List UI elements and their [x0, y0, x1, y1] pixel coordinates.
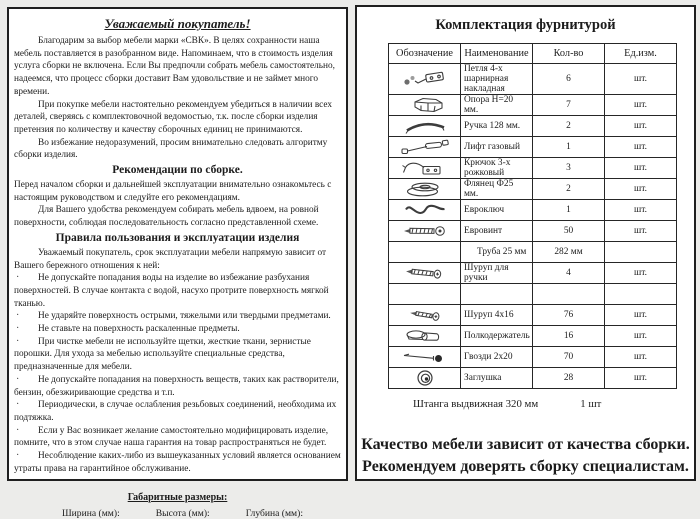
- rule-item: [14, 323, 341, 336]
- rule-text: Если у Вас возникает желание самостоятельно модифицировать изделие, помните, что в этом случае наша гарантия на товар распространяться не будет.: [14, 425, 329, 449]
- qty-cell: 76: [533, 305, 605, 326]
- unit-cell: шт.: [605, 347, 677, 368]
- rod-note-qty: 1 шт: [580, 398, 602, 410]
- qty-cell: [533, 284, 605, 305]
- assembly-heading: Рекомендации по сборке.: [112, 164, 243, 177]
- bullet-marker: ·: [16, 373, 20, 385]
- rules-intro: Уважаемый покупатель, срок эксплуатации мебели напрямую зависит от Вашего бережного отношения к ней:: [14, 247, 327, 271]
- name-cell: [461, 284, 533, 305]
- name-cell: Флянец Ф25 мм.: [461, 179, 533, 200]
- qty-cell: 1: [533, 137, 605, 158]
- table-row: [389, 64, 677, 95]
- qty-cell: 70: [533, 347, 605, 368]
- plug-icon: [395, 373, 455, 383]
- rule-text: Не допускайте попадания воды на изделие во избежание разбухания поверхностей. В случае контакта с водой, насухо протрите поверхность мягкой тканью.: [14, 273, 329, 309]
- dimensions-title: Габаритные размеры:: [127, 491, 228, 503]
- unit-cell: шт.: [605, 305, 677, 326]
- page-left: [7, 7, 348, 519]
- unit-cell: шт.: [605, 200, 677, 221]
- table-row: [389, 221, 677, 242]
- nail-icon: [395, 352, 455, 362]
- dimension-label: Высота (мм):: [155, 507, 210, 519]
- rule-item: [14, 272, 341, 310]
- column-header: Обозначение: [389, 44, 461, 64]
- table-row: [389, 284, 677, 305]
- rod-note: [413, 398, 694, 410]
- paragraph: Для Вашего удобства рекомендуем собирать мебель вдвоем, на ровной поверхности, соблюдая последовательность согласно представленной схеме.: [14, 205, 319, 229]
- rule-item: [14, 310, 341, 323]
- table-row: [389, 326, 677, 347]
- header-row: [389, 44, 677, 64]
- icon-cell: [389, 347, 461, 368]
- qty-cell: 28: [533, 368, 605, 389]
- table-row: [389, 116, 677, 137]
- unit-cell: шт.: [605, 116, 677, 137]
- hook-icon: [395, 163, 455, 173]
- unit-cell: шт.: [605, 263, 677, 284]
- icon-cell: [389, 116, 461, 137]
- qty-cell: 7: [533, 95, 605, 116]
- qty-cell: 16: [533, 326, 605, 347]
- rule-item: [14, 425, 341, 450]
- name-cell: Шуруп для ручки: [461, 263, 533, 284]
- unit-cell: шт.: [605, 158, 677, 179]
- table-header: [389, 44, 677, 64]
- name-cell: Полкодержатель: [461, 326, 533, 347]
- table-row: [389, 137, 677, 158]
- icon-cell: [389, 95, 461, 116]
- qty-cell: 6: [533, 64, 605, 95]
- icon-cell: [389, 368, 461, 389]
- rule-item: [14, 374, 341, 399]
- bullet-marker: ·: [16, 450, 20, 462]
- name-cell: Гвозди 2х20: [461, 347, 533, 368]
- rule-text: Несоблюдение каких-либо из вышеуказанных условий является основанием утраты права на гарантийное обслуживание.: [14, 451, 341, 474]
- rules-heading: Правила пользования и эксплуатации изделия: [55, 231, 300, 244]
- gas-lift-icon: [395, 142, 455, 152]
- icon-cell: [389, 137, 461, 158]
- bullet-marker: ·: [16, 272, 20, 284]
- screw-icon: [395, 310, 455, 320]
- paragraph: Благодарим за выбор мебели марки «СВК». В целях сохранности наша мебель поставляется в разобранном виде. Напоминаем, что в стоимость изделия услуга сборки не включена. Если Вы предпочли собрать мебель самостоятельно, надеемся, что процесс сборки доставит Вам удовольствие и не займет много времени.: [14, 36, 335, 97]
- paragraph: Во избежание недоразумений, просим внимательно следовать алгоритму сборки изделия.: [14, 137, 328, 161]
- assembly-paragraphs: [14, 179, 341, 230]
- page-right-title: Комплектация фурнитурой: [435, 17, 616, 33]
- name-cell: Заглушка: [461, 368, 533, 389]
- leg-icon: [395, 100, 455, 110]
- rule-item: [14, 336, 341, 374]
- unit-cell: шт.: [605, 95, 677, 116]
- table-row: [389, 305, 677, 326]
- name-cell: Евровинт: [461, 221, 533, 242]
- name-cell: Лифт газовый: [461, 137, 533, 158]
- dimension-label: Глубина (мм):: [245, 507, 303, 519]
- icon-cell: [389, 200, 461, 221]
- table-row: [389, 242, 677, 263]
- page-right: [355, 5, 696, 481]
- page-left-title: Уважаемый покупатель!: [104, 16, 251, 31]
- handle-screw-icon: [395, 268, 455, 278]
- intro-paragraphs: [14, 35, 341, 162]
- euro-screw-icon: [395, 226, 455, 236]
- icon-cell: [389, 242, 461, 263]
- unit-cell: [605, 284, 677, 305]
- name-cell: Петля 4-х шарнирная накладная: [461, 64, 533, 95]
- table-row: [389, 263, 677, 284]
- column-header: Ед.изм.: [605, 44, 677, 64]
- rule-item: [14, 450, 341, 475]
- rod-note-text: Штанга выдвижная 320 мм: [413, 398, 539, 410]
- qty-cell: 3: [533, 158, 605, 179]
- hinge-icon: [395, 74, 455, 84]
- table-row: [389, 158, 677, 179]
- paragraph: При покупке мебели настоятельно рекомендуем убедиться в наличии всех деталей, сверяясь с комплектовочной ведомостью, т.к. после сборки изделия претензия по количеству и качеству сборочных единиц не принимаются.: [14, 99, 333, 135]
- unit-cell: шт.: [605, 64, 677, 95]
- unit-cell: шт.: [605, 137, 677, 158]
- unit-cell: шт.: [605, 179, 677, 200]
- qty-cell: 282 мм: [533, 242, 605, 263]
- table-row: [389, 368, 677, 389]
- bullet-marker: ·: [16, 399, 20, 411]
- unit-cell: шт.: [605, 368, 677, 389]
- unit-cell: шт.: [605, 326, 677, 347]
- hardware-table: [388, 43, 677, 389]
- name-cell: Труба 25 мм: [461, 242, 533, 263]
- table-row: [389, 95, 677, 116]
- column-header: Кол-во: [533, 44, 605, 64]
- rule-text: Не допускайте попадания на поверхность веществ, таких как растворители, бензин, обезжиривающие средства и т.п.: [14, 374, 339, 398]
- column-header: Наименование: [461, 44, 533, 64]
- icon-cell: [389, 305, 461, 326]
- qty-cell: 4: [533, 263, 605, 284]
- shelf-pin-icon: [395, 331, 455, 341]
- name-cell: Евроключ: [461, 200, 533, 221]
- rule-text: Не ударяйте поверхность острыми, тяжелыми или твердыми предметами.: [38, 311, 331, 322]
- handle-icon: [395, 121, 455, 131]
- rule-text: Периодически, в случае ослабления резьбовых соединений, необходима их подтяжка.: [14, 400, 337, 423]
- table-body: [389, 64, 677, 389]
- bullet-marker: ·: [16, 310, 20, 322]
- name-cell: Ручка 128 мм.: [461, 116, 533, 137]
- icon-cell: [389, 179, 461, 200]
- icon-cell: [389, 64, 461, 95]
- rules-list: [14, 272, 341, 475]
- qty-cell: 2: [533, 116, 605, 137]
- rule-item: [14, 399, 341, 424]
- table-row: [389, 347, 677, 368]
- icon-cell: [389, 326, 461, 347]
- quality-footer: [357, 434, 694, 478]
- name-cell: Шуруп 4х16: [461, 305, 533, 326]
- paragraph: Перед началом сборки и дальнейшей эксплуатации внимательно ознакомьтесь с настоящим руководством и следуйте его рекомендациям.: [14, 180, 332, 203]
- icon-cell: [389, 284, 461, 305]
- table-row: [389, 179, 677, 200]
- qty-cell: 50: [533, 221, 605, 242]
- icon-cell: [389, 221, 461, 242]
- bullet-marker: ·: [16, 335, 20, 347]
- unit-cell: шт.: [605, 221, 677, 242]
- flange-icon: [395, 184, 455, 194]
- name-cell: Опора Н=20 мм.: [461, 95, 533, 116]
- icon-cell: [389, 158, 461, 179]
- rule-text: При чистке мебели не используйте щетки, жесткие ткани, зернистые порошки. Для ухода за мебелью используйте специальные средства, предназначенные для мебели.: [14, 336, 311, 373]
- icon-cell: [389, 263, 461, 284]
- bullet-marker: ·: [16, 323, 20, 335]
- quality-footer-line2: Рекомендуем доверять сборку специалистам.: [362, 458, 689, 475]
- euro-key-icon: [395, 205, 455, 215]
- bullet-marker: ·: [16, 424, 20, 436]
- unit-cell: [605, 242, 677, 263]
- table-row: [389, 200, 677, 221]
- dimensions-row: [14, 508, 341, 519]
- name-cell: Крючок 3-х рожковый: [461, 158, 533, 179]
- quality-footer-line1: Качество мебели зависит от качества сборки.: [361, 436, 690, 453]
- qty-cell: 1: [533, 200, 605, 221]
- rule-text: Не ставьте на поверхность раскаленные предметы.: [38, 324, 240, 335]
- dimensions-section: [14, 492, 341, 519]
- dimension-label: Ширина (мм):: [62, 507, 120, 519]
- qty-cell: 2: [533, 179, 605, 200]
